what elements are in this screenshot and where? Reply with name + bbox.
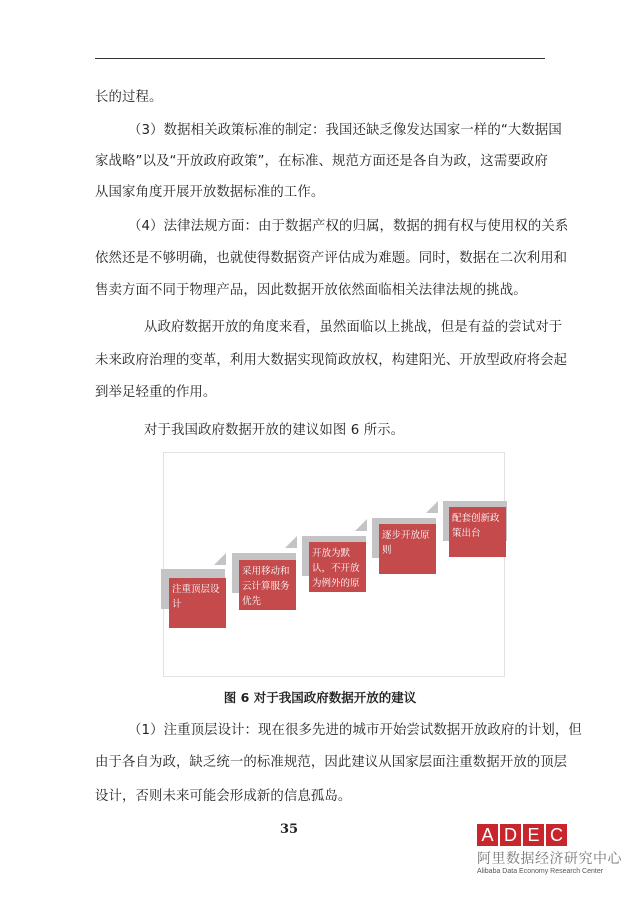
- step-arrow: [355, 519, 367, 531]
- adec-logo: [477, 824, 622, 875]
- paragraph-line: 由于各自为政，缺乏统一的标准规范，因此建议从国家层面注重数据开放的顶层: [95, 755, 568, 770]
- figure-6-diagram: [163, 452, 505, 677]
- step-3: 开放为默认，不开放为例外的原则: [309, 542, 366, 592]
- figure-caption: 图 6 对于我国政府数据开放的建议: [223, 690, 417, 705]
- step-arrow: [214, 553, 226, 565]
- step-arrow: [426, 501, 438, 513]
- paragraph-line: （1）注重顶层设计：现在很多先进的城市开始尝试数据开放政府的计划，但: [128, 723, 582, 738]
- logo-letter: E: [523, 824, 544, 846]
- paragraph-line: 对于我国政府数据开放的建议如图 6 所示。: [144, 423, 405, 438]
- paragraph-line: 从国家角度开展开放数据标准的工作。: [95, 185, 325, 200]
- step-4: 逐步开放原则: [379, 524, 436, 574]
- logo-chinese-name: 阿里数据经济研究中心: [477, 851, 622, 867]
- paragraph-line: 长的过程。: [95, 90, 163, 105]
- header-rule: [95, 58, 545, 59]
- step-1: 注重顶层设计: [169, 578, 226, 628]
- step-5: 配套创新政策出台: [449, 507, 506, 557]
- paragraph-line: 到举足轻重的作用。: [95, 385, 217, 400]
- paragraph-line: 依然还是不够明确，也就使得数据资产评估成为难题。同时，数据在二次利用和: [95, 251, 568, 266]
- page-number: 35: [280, 822, 299, 837]
- paragraph-line: 未来政府治理的变革，利用大数据实现简政放权，构建阳光、开放型政府将会起: [95, 353, 568, 368]
- paragraph-line: 售卖方面不同于物理产品，因此数据开放依然面临相关法律法规的挑战。: [95, 283, 527, 298]
- paragraph-line: （4）法律法规方面：由于数据产权的归属，数据的拥有权与使用权的关系: [128, 219, 569, 234]
- logo-letter: C: [546, 824, 567, 846]
- logo-letter: D: [500, 824, 521, 846]
- logo-letter: A: [477, 824, 498, 846]
- paragraph-line: 从政府数据开放的角度来看，虽然面临以上挑战，但是有益的尝试对于: [144, 320, 563, 335]
- step-arrow: [285, 536, 297, 548]
- paragraph-line: 家战略”以及“开放政府政策”，在标准、规范方面还是各自为政，这需要政府: [95, 154, 548, 169]
- step-2: 采用移动和云计算服务优先: [239, 560, 296, 610]
- paragraph-line: （3）数据相关政策标准的制定：我国还缺乏像发达国家一样的“大数据国: [128, 123, 562, 138]
- paragraph-line: 设计，否则未来可能会形成新的信息孤岛。: [95, 789, 352, 804]
- logo-english-name: Alibaba Data Economy Research Center: [477, 868, 604, 875]
